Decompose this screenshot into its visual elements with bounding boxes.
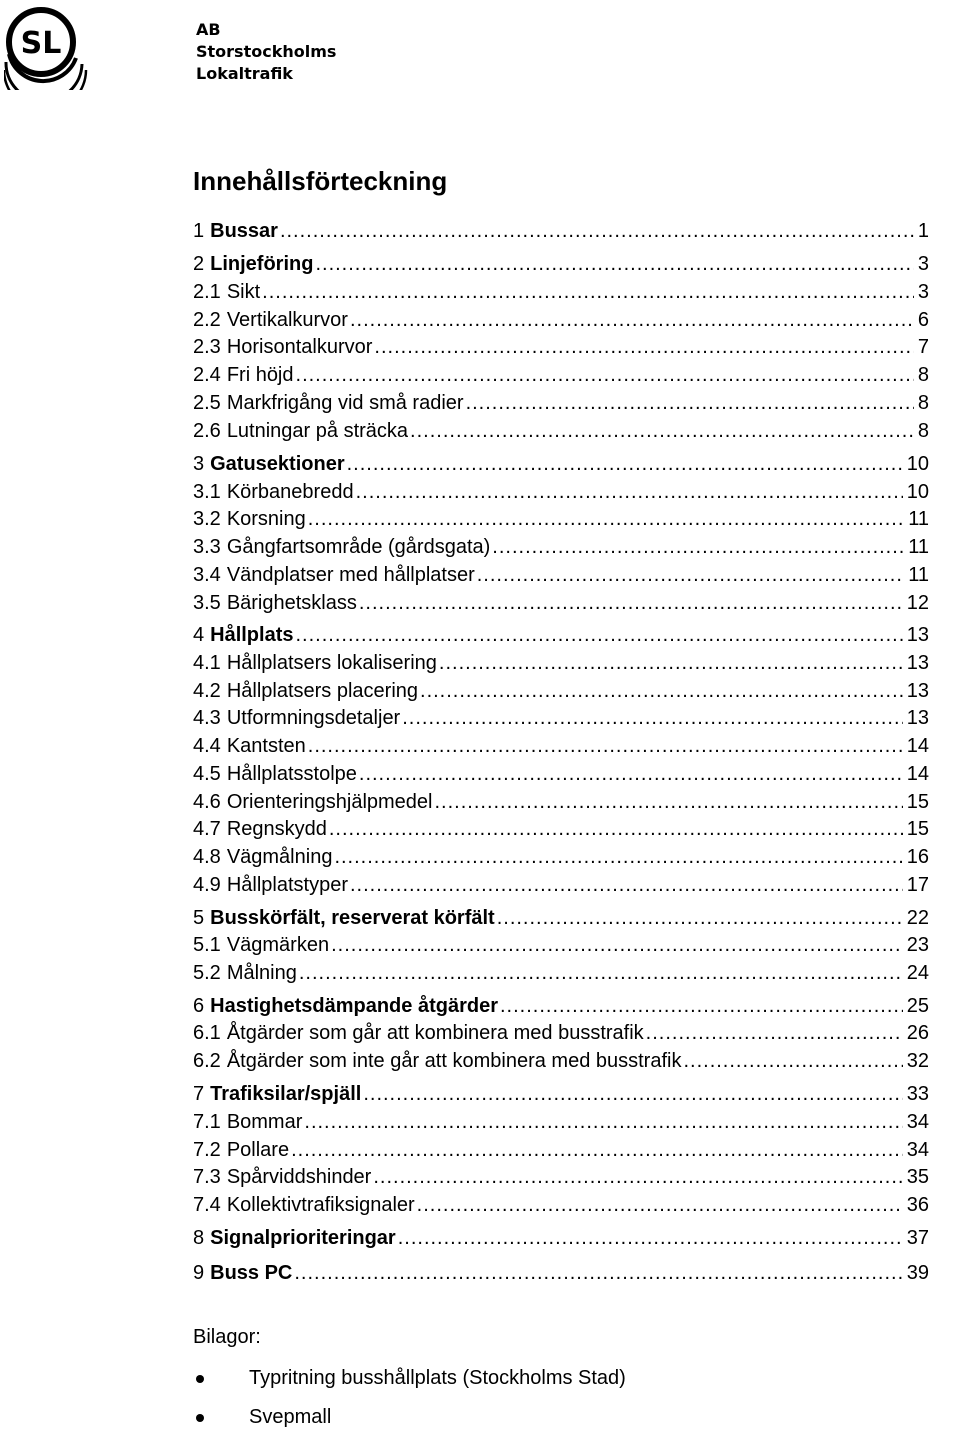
bullet-icon bbox=[196, 1414, 204, 1422]
toc-entry[interactable] bbox=[193, 479, 929, 505]
toc-leader-dots bbox=[500, 993, 903, 1019]
toc-entry-label: Hållplatstyper bbox=[226, 874, 348, 896]
toc-entry-page: 15 bbox=[906, 818, 929, 840]
toc-entry-page: 39 bbox=[906, 1262, 929, 1284]
toc-entry-page: 13 bbox=[906, 624, 929, 646]
toc-entry-page: 35 bbox=[906, 1166, 929, 1188]
toc-entry[interactable] bbox=[193, 1137, 929, 1163]
toc-entry[interactable] bbox=[193, 1081, 929, 1107]
toc-entry[interactable] bbox=[193, 678, 929, 704]
toc-entry-number: 5 bbox=[193, 907, 205, 929]
toc-entry-page: 13 bbox=[906, 707, 929, 729]
toc-leader-dots bbox=[646, 1020, 903, 1046]
toc-entry[interactable] bbox=[193, 1164, 929, 1190]
toc-entry[interactable] bbox=[193, 844, 929, 870]
toc-leader-dots bbox=[334, 844, 902, 870]
toc-entry-page: 1 bbox=[917, 220, 929, 242]
toc-entry-label: Regnskydd bbox=[226, 818, 327, 840]
toc-entry-number: 4.8 bbox=[193, 846, 221, 868]
toc-entry[interactable] bbox=[193, 534, 929, 560]
toc-leader-dots bbox=[477, 562, 905, 588]
toc-entry-label: Utformningsdetaljer bbox=[226, 707, 401, 729]
toc-entry[interactable] bbox=[193, 451, 929, 477]
toc-entry-label: Hållplatsstolpe bbox=[226, 763, 357, 785]
attachment-item bbox=[193, 1367, 626, 1390]
sl-logo-text: SL bbox=[20, 26, 62, 61]
toc-entry-number: 4.2 bbox=[193, 680, 221, 702]
toc-entry[interactable] bbox=[193, 1225, 929, 1251]
toc-entry-label: Hastighetsdämpande åtgärder bbox=[210, 995, 498, 1017]
toc-leader-dots bbox=[304, 1109, 902, 1135]
toc-leader-dots bbox=[315, 251, 913, 277]
toc-entry[interactable] bbox=[193, 816, 929, 842]
toc-leader-dots bbox=[308, 506, 904, 532]
toc-leader-dots bbox=[374, 334, 913, 360]
toc-entry[interactable] bbox=[193, 650, 929, 676]
toc-entry-number: 2.1 bbox=[193, 281, 221, 303]
toc-entry-number: 4.1 bbox=[193, 652, 221, 674]
toc-entry-number: 4.5 bbox=[193, 763, 221, 785]
toc-entry-label: Hållplats bbox=[210, 624, 294, 646]
toc-entry-label: Vägmålning bbox=[226, 846, 333, 868]
toc-entry[interactable] bbox=[193, 993, 929, 1019]
toc-leader-dots bbox=[359, 590, 903, 616]
toc-entry-page: 11 bbox=[908, 536, 929, 558]
toc-entry-number: 3.1 bbox=[193, 481, 221, 503]
toc-entry[interactable] bbox=[193, 960, 929, 986]
org-line: Lokaltrafik bbox=[196, 64, 293, 83]
toc-entry[interactable] bbox=[193, 362, 929, 388]
toc-entry[interactable] bbox=[193, 590, 929, 616]
toc-entry-page: 22 bbox=[906, 907, 929, 929]
toc-entry-page: 24 bbox=[906, 962, 929, 984]
toc-entry-label: Hållplatsers lokalisering bbox=[226, 652, 437, 674]
toc-entry-label: Trafiksilar/spjäll bbox=[210, 1083, 362, 1105]
toc-entry-page: 13 bbox=[906, 680, 929, 702]
toc-entry-label: Buss PC bbox=[210, 1262, 293, 1284]
attachment-item bbox=[193, 1406, 331, 1429]
toc-entry[interactable] bbox=[193, 218, 929, 244]
toc-entry[interactable] bbox=[193, 1192, 929, 1218]
toc-leader-dots bbox=[296, 362, 914, 388]
toc-entry-page: 14 bbox=[906, 763, 929, 785]
toc-entry-number: 5.1 bbox=[193, 934, 221, 956]
toc-entry-number: 6 bbox=[193, 995, 205, 1017]
toc-entry-number: 2.5 bbox=[193, 392, 221, 414]
toc-entry[interactable] bbox=[193, 932, 929, 958]
toc-entry[interactable] bbox=[193, 1020, 929, 1046]
bullet-icon bbox=[196, 1375, 204, 1383]
toc-entry-label: Horisontalkurvor bbox=[226, 336, 373, 358]
toc-entry-label: Åtgärder som går att kombinera med busstrafik bbox=[226, 1022, 644, 1044]
toc-entry-page: 11 bbox=[908, 508, 929, 530]
toc-leader-dots bbox=[308, 733, 903, 759]
toc-leader-dots bbox=[331, 932, 903, 958]
toc-entry-number: 3 bbox=[193, 453, 205, 475]
toc-entry[interactable] bbox=[193, 1109, 929, 1135]
attachment-label: Svepmall bbox=[249, 1406, 332, 1428]
toc-entry-number: 3.4 bbox=[193, 564, 221, 586]
toc-entry[interactable] bbox=[193, 789, 929, 815]
toc-entry-number: 4.4 bbox=[193, 735, 221, 757]
toc-entry-number: 4.6 bbox=[193, 791, 221, 813]
toc-entry-label: Bommar bbox=[226, 1111, 303, 1133]
toc-entry-number: 7.2 bbox=[193, 1139, 221, 1161]
toc-entry-page: 3 bbox=[917, 253, 929, 275]
toc-leader-dots bbox=[356, 479, 903, 505]
toc-leader-dots bbox=[280, 218, 914, 244]
toc-entry-label: Gatusektioner bbox=[210, 453, 345, 475]
toc-entry-label: Vägmärken bbox=[226, 934, 330, 956]
toc-entry-label: Lutningar på sträcka bbox=[226, 420, 409, 442]
toc-entry-page: 8 bbox=[917, 392, 929, 414]
toc-leader-dots bbox=[294, 1260, 902, 1286]
toc-entry-page: 33 bbox=[906, 1083, 929, 1105]
toc-entry-number: 6.2 bbox=[193, 1050, 221, 1072]
toc-leader-dots bbox=[683, 1048, 902, 1074]
toc-leader-dots bbox=[299, 960, 903, 986]
toc-entry[interactable] bbox=[193, 562, 929, 588]
toc-entry[interactable] bbox=[193, 279, 929, 305]
toc-leader-dots bbox=[329, 816, 903, 842]
toc-leader-dots bbox=[350, 872, 903, 898]
toc-entry-label: Korsning bbox=[226, 508, 306, 530]
toc-entry-page: 10 bbox=[906, 481, 929, 503]
toc-entry-number: 9 bbox=[193, 1262, 205, 1284]
toc-entry-label: Körbanebredd bbox=[226, 481, 354, 503]
toc-entry-label: Gångfartsområde (gårdsgata) bbox=[226, 536, 491, 558]
toc-entry-label: Fri höjd bbox=[226, 364, 294, 386]
toc-entry[interactable] bbox=[193, 761, 929, 787]
toc-entry-page: 15 bbox=[906, 791, 929, 813]
toc-entry-page: 34 bbox=[906, 1139, 929, 1161]
toc-entry-page: 25 bbox=[906, 995, 929, 1017]
toc-entry-page: 37 bbox=[906, 1227, 929, 1249]
toc-entry[interactable] bbox=[193, 418, 929, 444]
toc-entry-number: 4.3 bbox=[193, 707, 221, 729]
toc-entry-label: Kollektivtrafiksignaler bbox=[226, 1194, 415, 1216]
toc-entry-number: 4.9 bbox=[193, 874, 221, 896]
toc-entry-page: 16 bbox=[906, 846, 929, 868]
toc-entry-page: 26 bbox=[906, 1022, 929, 1044]
toc-entry[interactable] bbox=[193, 872, 929, 898]
toc-leader-dots bbox=[434, 789, 902, 815]
toc-entry-number: 3.5 bbox=[193, 592, 221, 614]
toc-entry-page: 23 bbox=[906, 934, 929, 956]
toc-entry[interactable] bbox=[193, 905, 929, 931]
toc-leader-dots bbox=[492, 534, 904, 560]
toc-entry[interactable] bbox=[193, 622, 929, 648]
toc-entry-page: 34 bbox=[906, 1111, 929, 1133]
toc-entry-number: 3.3 bbox=[193, 536, 221, 558]
toc-leader-dots bbox=[347, 451, 903, 477]
toc-entry-label: Bussar bbox=[210, 220, 278, 242]
toc-entry[interactable] bbox=[193, 307, 929, 333]
toc-entry-number: 2 bbox=[193, 253, 205, 275]
toc-leader-dots bbox=[350, 307, 914, 333]
toc-entry-page: 36 bbox=[906, 1194, 929, 1216]
toc-entry-page: 13 bbox=[906, 652, 929, 674]
toc-leader-dots bbox=[439, 650, 903, 676]
toc-leader-dots bbox=[295, 622, 902, 648]
toc-leader-dots bbox=[373, 1164, 902, 1190]
toc-entry-label: Markfrigång vid små radier bbox=[226, 392, 464, 414]
toc-entry[interactable] bbox=[193, 733, 929, 759]
toc-entry-label: Sikt bbox=[226, 281, 261, 303]
toc-entry-page: 11 bbox=[908, 564, 929, 586]
toc-entry-label: Orienteringshjälpmedel bbox=[226, 791, 433, 813]
toc-entry-label: Målning bbox=[226, 962, 297, 984]
toc-entry[interactable] bbox=[193, 390, 929, 416]
toc-entry-number: 7.1 bbox=[193, 1111, 221, 1133]
toc-entry-label: Spårviddshinder bbox=[226, 1166, 372, 1188]
toc-entry[interactable] bbox=[193, 1048, 929, 1074]
toc-entry-label: Vändplatser med hållplatser bbox=[226, 564, 475, 586]
toc-leader-dots bbox=[291, 1137, 903, 1163]
toc-entry-page: 14 bbox=[906, 735, 929, 757]
toc-entry[interactable] bbox=[193, 705, 929, 731]
toc-entry-number: 8 bbox=[193, 1227, 205, 1249]
toc-leader-dots bbox=[420, 678, 903, 704]
toc-entry-page: 32 bbox=[906, 1050, 929, 1072]
toc-entry-label: Bärighetsklass bbox=[226, 592, 357, 614]
toc-entry-label: Linjeföring bbox=[210, 253, 314, 275]
toc-leader-dots bbox=[398, 1225, 903, 1251]
org-line: Storstockholms bbox=[196, 42, 337, 61]
toc-leader-dots bbox=[402, 705, 903, 731]
toc-entry-number: 7.4 bbox=[193, 1194, 221, 1216]
toc-entry-number: 6.1 bbox=[193, 1022, 221, 1044]
toc-entry-label: Kantsten bbox=[226, 735, 306, 757]
toc-entry-number: 2.6 bbox=[193, 420, 221, 442]
toc-entry-number: 7 bbox=[193, 1083, 205, 1105]
toc-leader-dots bbox=[497, 905, 903, 931]
toc-entry-page: 7 bbox=[917, 336, 929, 358]
toc-entry-number: 4.7 bbox=[193, 818, 221, 840]
toc-entry-label: Vertikalkurvor bbox=[226, 309, 348, 331]
toc-entry[interactable] bbox=[193, 334, 929, 360]
toc-entry-page: 8 bbox=[917, 364, 929, 386]
toc-entry-page: 8 bbox=[917, 420, 929, 442]
toc-entry-number: 7.3 bbox=[193, 1166, 221, 1188]
toc-entry-number: 3.2 bbox=[193, 508, 221, 530]
attachment-label: Typritning busshållplats (Stockholms Stad) bbox=[249, 1367, 626, 1389]
toc-title: Innehållsförteckning bbox=[193, 166, 448, 196]
toc-entry[interactable] bbox=[193, 1260, 929, 1286]
toc-entry-label: Åtgärder som inte går att kombinera med busstrafik bbox=[226, 1050, 682, 1072]
toc-entry-number: 5.2 bbox=[193, 962, 221, 984]
toc-leader-dots bbox=[466, 390, 914, 416]
toc-entry-page: 3 bbox=[917, 281, 929, 303]
org-line: AB bbox=[196, 20, 221, 39]
attachments-heading: Bilagor: bbox=[193, 1326, 261, 1348]
toc-entry-label: Busskörfält, reserverat körfält bbox=[210, 907, 495, 929]
toc-entry-number: 1 bbox=[193, 220, 205, 242]
toc-entry-number: 2.3 bbox=[193, 336, 221, 358]
toc-leader-dots bbox=[363, 1081, 902, 1107]
toc-entry-page: 10 bbox=[906, 453, 929, 475]
toc-entry-number: 4 bbox=[193, 624, 205, 646]
toc-entry-page: 17 bbox=[906, 874, 929, 896]
toc-leader-dots bbox=[262, 279, 914, 305]
toc-entry[interactable] bbox=[193, 251, 929, 277]
toc-entry-number: 2.4 bbox=[193, 364, 221, 386]
toc-leader-dots bbox=[410, 418, 914, 444]
toc-leader-dots bbox=[359, 761, 903, 787]
toc-entry[interactable] bbox=[193, 506, 929, 532]
toc-entry-page: 12 bbox=[906, 592, 929, 614]
toc-entry-number: 2.2 bbox=[193, 309, 221, 331]
toc-leader-dots bbox=[417, 1192, 903, 1218]
toc-entry-label: Pollare bbox=[226, 1139, 290, 1161]
toc-entry-page: 6 bbox=[917, 309, 929, 331]
toc-entry-label: Signalprioriteringar bbox=[210, 1227, 396, 1249]
toc-entry-label: Hållplatsers placering bbox=[226, 680, 419, 702]
